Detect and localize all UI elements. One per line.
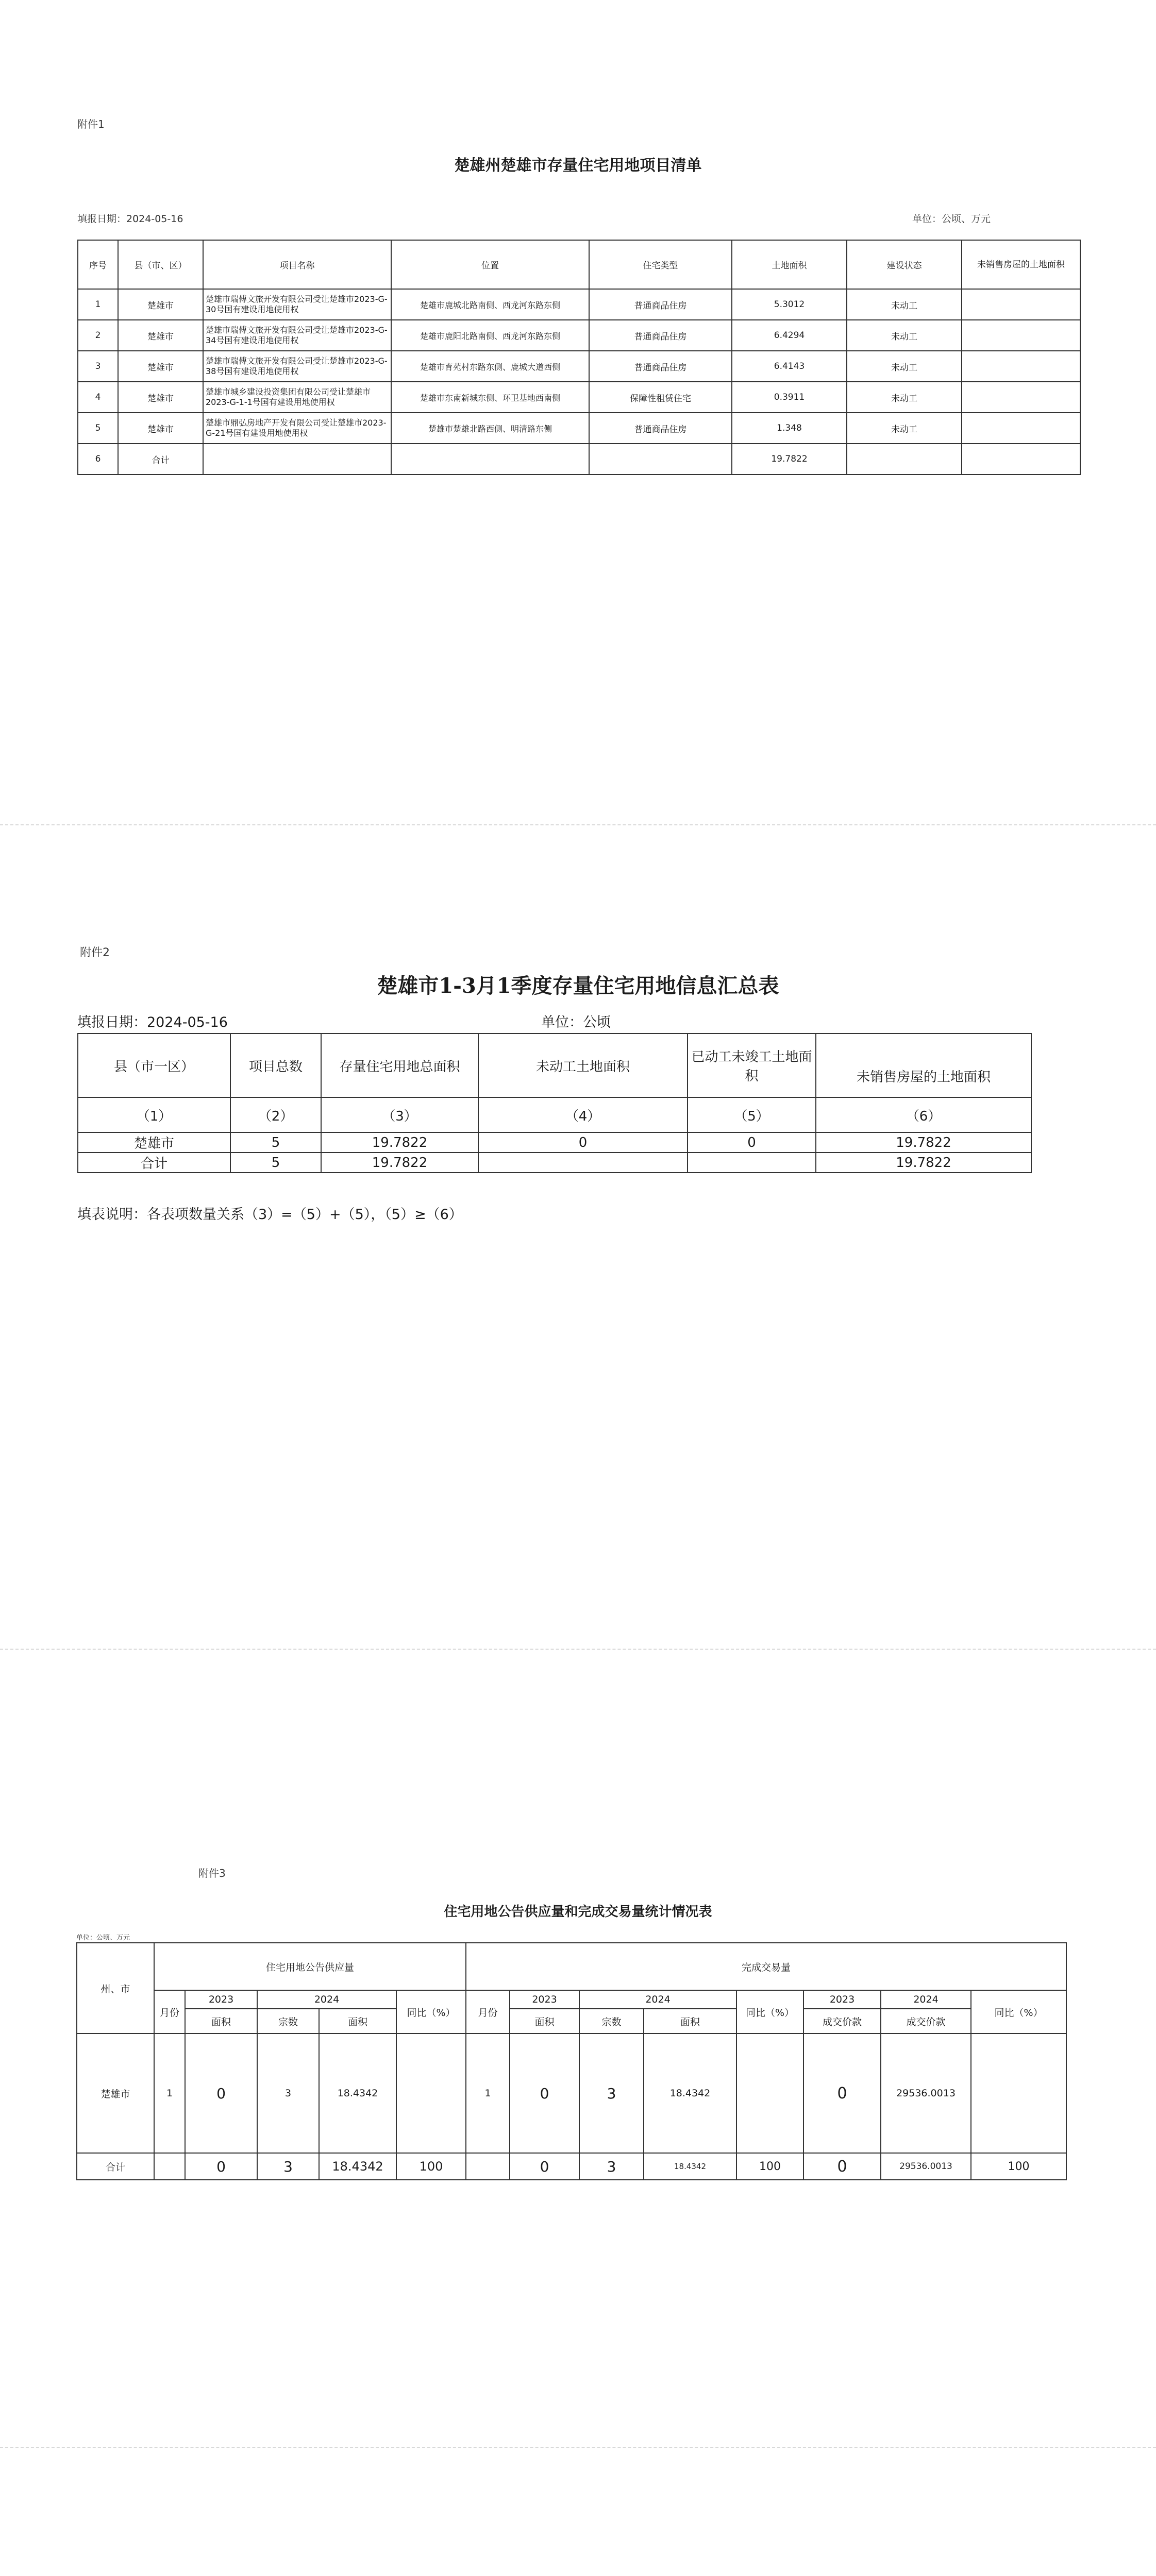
- cell-county: 合计: [118, 444, 203, 474]
- cell-done-count-2024: 3: [579, 2033, 644, 2153]
- cell-area: 1.348: [732, 413, 847, 444]
- header-price: 成交价款: [803, 2009, 881, 2033]
- cell-status: 未动工: [847, 289, 962, 320]
- attachment-label: 附件3: [198, 1867, 226, 1879]
- cell-unsold: [962, 382, 1080, 413]
- header-zongshu: 宗数: [579, 2009, 644, 2033]
- header-cell: 土地面积: [732, 240, 847, 289]
- header-cell: 未销售房屋的土地面积: [962, 240, 1080, 289]
- cell-done-2023: 0: [510, 2033, 579, 2153]
- cell-status: 未动工: [847, 351, 962, 382]
- cell-location: 楚雄市鹿城北路南侧、西龙河东路东侧: [391, 289, 589, 320]
- page-title: 住宅用地公告供应量和完成交易量统计情况表: [444, 1904, 712, 1920]
- header-year: 2024: [579, 1990, 736, 2009]
- cell-total: 19.7822: [321, 1132, 478, 1153]
- cell-started: [688, 1153, 816, 1173]
- page-separator: [0, 2447, 1156, 2448]
- stock-land-table: [77, 240, 1081, 475]
- header-cell: 位置: [391, 240, 589, 289]
- page-title: 楚雄市1-3月1季度存量住宅用地信息汇总表: [377, 974, 779, 998]
- index-cell: （4）: [478, 1097, 688, 1132]
- cell-area: 0.3911: [732, 382, 847, 413]
- fill-date: 填报日期：2024-05-16: [77, 1014, 228, 1030]
- cell-area: 6.4143: [732, 351, 847, 382]
- cell-done-month: 1: [466, 2033, 510, 2153]
- cell-count: 5: [230, 1153, 321, 1173]
- cell-project-name: 楚雄市瑞傅文旅开发有限公司受让楚雄市2023-G-30号国有建设用地使用权: [203, 289, 391, 320]
- cell-county: 楚雄市: [118, 382, 203, 413]
- cell-unsold: [962, 289, 1080, 320]
- header-done: 完成交易量: [466, 1943, 1066, 1990]
- cell-project-name: 楚雄市鼎弘房地产开发有限公司受让楚雄市2023-G-21号国有建设用地使用权: [203, 413, 391, 444]
- header-mianji: 面积: [510, 2009, 579, 2033]
- cell-type: 普通商品住房: [589, 320, 732, 351]
- table-row-total: [78, 444, 1080, 474]
- index-cell: （3）: [321, 1097, 478, 1132]
- unit-label: 单位：公顷、万元: [76, 1934, 130, 1942]
- cell-status: 未动工: [847, 413, 962, 444]
- cell-price-2024: 29536.0013: [881, 2153, 971, 2180]
- page-title: 楚雄州楚雄市存量住宅用地项目清单: [454, 157, 702, 175]
- table-row: [78, 289, 1080, 320]
- table-row: [78, 320, 1080, 351]
- cell-area: 合计: [77, 2153, 154, 2180]
- index-cell: （2）: [230, 1097, 321, 1132]
- header-area: 州、市: [77, 1943, 154, 2033]
- cell-county: 楚雄市: [118, 413, 203, 444]
- cell-location: [391, 444, 589, 474]
- cell-type: 普通商品住房: [589, 351, 732, 382]
- header-cell: 建设状态: [847, 240, 962, 289]
- cell-county: 楚雄市: [118, 289, 203, 320]
- header-cell: 序号: [78, 240, 118, 289]
- fill-date: 填报日期：2024-05-16: [77, 213, 183, 225]
- cell-unstarted: 0: [478, 1132, 688, 1153]
- cell-no: 4: [78, 382, 118, 413]
- header-mianji: 面积: [319, 2009, 396, 2033]
- cell-supply-yoy: 100: [396, 2153, 466, 2180]
- cell-type: 保障性租赁住宅: [589, 382, 732, 413]
- supply-table: [76, 1942, 1067, 2180]
- table-row: [78, 1132, 1031, 1153]
- cell-project-name: 楚雄市城乡建设投资集团有限公司受让楚雄市2023-G-1-1号国有建设用地使用权: [203, 382, 391, 413]
- cell-done-area-2024: 18.4342: [644, 2153, 736, 2180]
- cell-location: 楚雄市楚雄北路西侧、明清路东侧: [391, 413, 589, 444]
- cell-supply-area-2024: 18.4342: [319, 2153, 396, 2180]
- cell-unsold: [962, 413, 1080, 444]
- cell-done-yoy: [736, 2033, 803, 2153]
- cell-done-month: [466, 2153, 510, 2180]
- header-year: 2024: [257, 1990, 396, 2009]
- cell-supply-2023: 0: [185, 2033, 257, 2153]
- cell-month: [154, 2153, 185, 2180]
- header-yoy: 同比（%）: [736, 1990, 803, 2033]
- cell-unsold: 19.7822: [816, 1153, 1031, 1173]
- table-row: [78, 413, 1080, 444]
- cell-status: 未动工: [847, 382, 962, 413]
- cell-supply-count-2024: 3: [257, 2033, 319, 2153]
- header-year: 2023: [185, 1990, 257, 2009]
- cell-status: [847, 444, 962, 474]
- header-cell: 项目名称: [203, 240, 391, 289]
- unit-label: 单位：公顷、万元: [912, 213, 991, 225]
- cell-no: 5: [78, 413, 118, 444]
- cell-price-yoy: 100: [971, 2153, 1066, 2180]
- page-separator: [0, 1649, 1156, 1650]
- header-mianji: 面积: [185, 2009, 257, 2033]
- cell-unsold: [962, 320, 1080, 351]
- cell-type: [589, 444, 732, 474]
- cell-unsold: 19.7822: [816, 1132, 1031, 1153]
- cell-price-2023: 0: [803, 2033, 881, 2153]
- header-month: 月份: [154, 1990, 185, 2033]
- cell-count: 5: [230, 1132, 321, 1153]
- header-year: 2024: [881, 1990, 971, 2009]
- cell-area: 楚雄市: [77, 2033, 154, 2153]
- cell-supply-count-2024: 3: [257, 2153, 319, 2180]
- cell-total: 19.7822: [321, 1153, 478, 1173]
- cell-no: 6: [78, 444, 118, 474]
- page-2: [0, 829, 1156, 1643]
- header-county: 县（市一区）: [78, 1033, 230, 1097]
- table-row-total: [77, 2153, 1066, 2180]
- cell-month: 1: [154, 2033, 185, 2153]
- cell-supply-yoy: [396, 2033, 466, 2153]
- cell-price-2024: 29536.0013: [881, 2033, 971, 2153]
- cell-area: 5.3012: [732, 289, 847, 320]
- cell-location: 楚雄市东南新城东侧、环卫基地西南侧: [391, 382, 589, 413]
- cell-area: 19.7822: [732, 444, 847, 474]
- index-cell: （1）: [78, 1097, 230, 1132]
- cell-price-2023: 0: [803, 2153, 881, 2180]
- cell-supply-2023: 0: [185, 2153, 257, 2180]
- cell-project-name: 楚雄市瑞傅文旅开发有限公司受让楚雄市2023-G-38号国有建设用地使用权: [203, 351, 391, 382]
- header-supply: 住宅用地公告供应量: [154, 1943, 466, 1990]
- attachment-label: 附件2: [80, 946, 110, 959]
- header-unstarted: 未动工土地面积: [478, 1033, 688, 1097]
- page-3: [0, 1654, 1156, 2442]
- header-year: 2023: [510, 1990, 579, 2009]
- cell-county: 合计: [78, 1153, 230, 1173]
- header-yoy: 同比（%）: [396, 1990, 466, 2033]
- cell-done-2023: 0: [510, 2153, 579, 2180]
- cell-unstarted: [478, 1153, 688, 1173]
- cell-location: 楚雄市育苑村东路东侧、鹿城大道西侧: [391, 351, 589, 382]
- cell-done-yoy: 100: [736, 2153, 803, 2180]
- cell-county: 楚雄市: [118, 320, 203, 351]
- header-cell: 住宅类型: [589, 240, 732, 289]
- index-cell: （6）: [816, 1097, 1031, 1132]
- table-row: [78, 351, 1080, 382]
- cell-project-name: 楚雄市瑞傅文旅开发有限公司受让楚雄市2023-G-34号国有建设用地使用权: [203, 320, 391, 351]
- header-year: 2023: [803, 1990, 881, 2009]
- cell-county: 楚雄市: [118, 351, 203, 382]
- header-month: 月份: [466, 1990, 510, 2033]
- unit-label: 单位：公顷: [541, 1014, 611, 1030]
- table-row-total: [78, 1153, 1031, 1173]
- cell-started: 0: [688, 1132, 816, 1153]
- cell-done-area-2024: 18.4342: [644, 2033, 736, 2153]
- cell-price-yoy: [971, 2033, 1066, 2153]
- cell-location: 楚雄市鹿阳北路南侧、西龙河东路东侧: [391, 320, 589, 351]
- cell-area: 6.4294: [732, 320, 847, 351]
- header-total: 存量住宅用地总面积: [321, 1033, 478, 1097]
- header-started: 已动工未竣工土地面积: [688, 1033, 816, 1097]
- header-count: 项目总数: [230, 1033, 321, 1097]
- cell-unsold: [962, 444, 1080, 474]
- cell-status: 未动工: [847, 320, 962, 351]
- header-mianji: 面积: [644, 2009, 736, 2033]
- page-4: [0, 2452, 1156, 2576]
- header-unsold: 未销售房屋的土地面积: [816, 1055, 1031, 1097]
- page-1: [0, 0, 1156, 819]
- header-cell: 县（市、区）: [118, 240, 203, 289]
- cell-no: 1: [78, 289, 118, 320]
- index-cell: （5）: [688, 1097, 816, 1132]
- attachment-label: 附件1: [77, 118, 105, 130]
- cell-type: 普通商品住房: [589, 289, 732, 320]
- cell-no: 3: [78, 351, 118, 382]
- table-row: [78, 382, 1080, 413]
- cell-type: 普通商品住房: [589, 413, 732, 444]
- cell-done-count-2024: 3: [579, 2153, 644, 2180]
- cell-no: 2: [78, 320, 118, 351]
- cell-supply-area-2024: 18.4342: [319, 2033, 396, 2153]
- cell-county: 楚雄市: [78, 1132, 230, 1153]
- table-note: 填表说明：各表项数量关系（3）=（5）+（5），（5）≥（6）: [77, 1207, 463, 1223]
- summary-table: [77, 1033, 1032, 1173]
- cell-unsold: [962, 351, 1080, 382]
- cell-project-name: [203, 444, 391, 474]
- header-yoy: 同比（%）: [971, 1990, 1066, 2033]
- header-zongshu: 宗数: [257, 2009, 319, 2033]
- page-separator: [0, 824, 1156, 825]
- header-price: 成交价款: [881, 2009, 971, 2033]
- table-row: [77, 2033, 1066, 2153]
